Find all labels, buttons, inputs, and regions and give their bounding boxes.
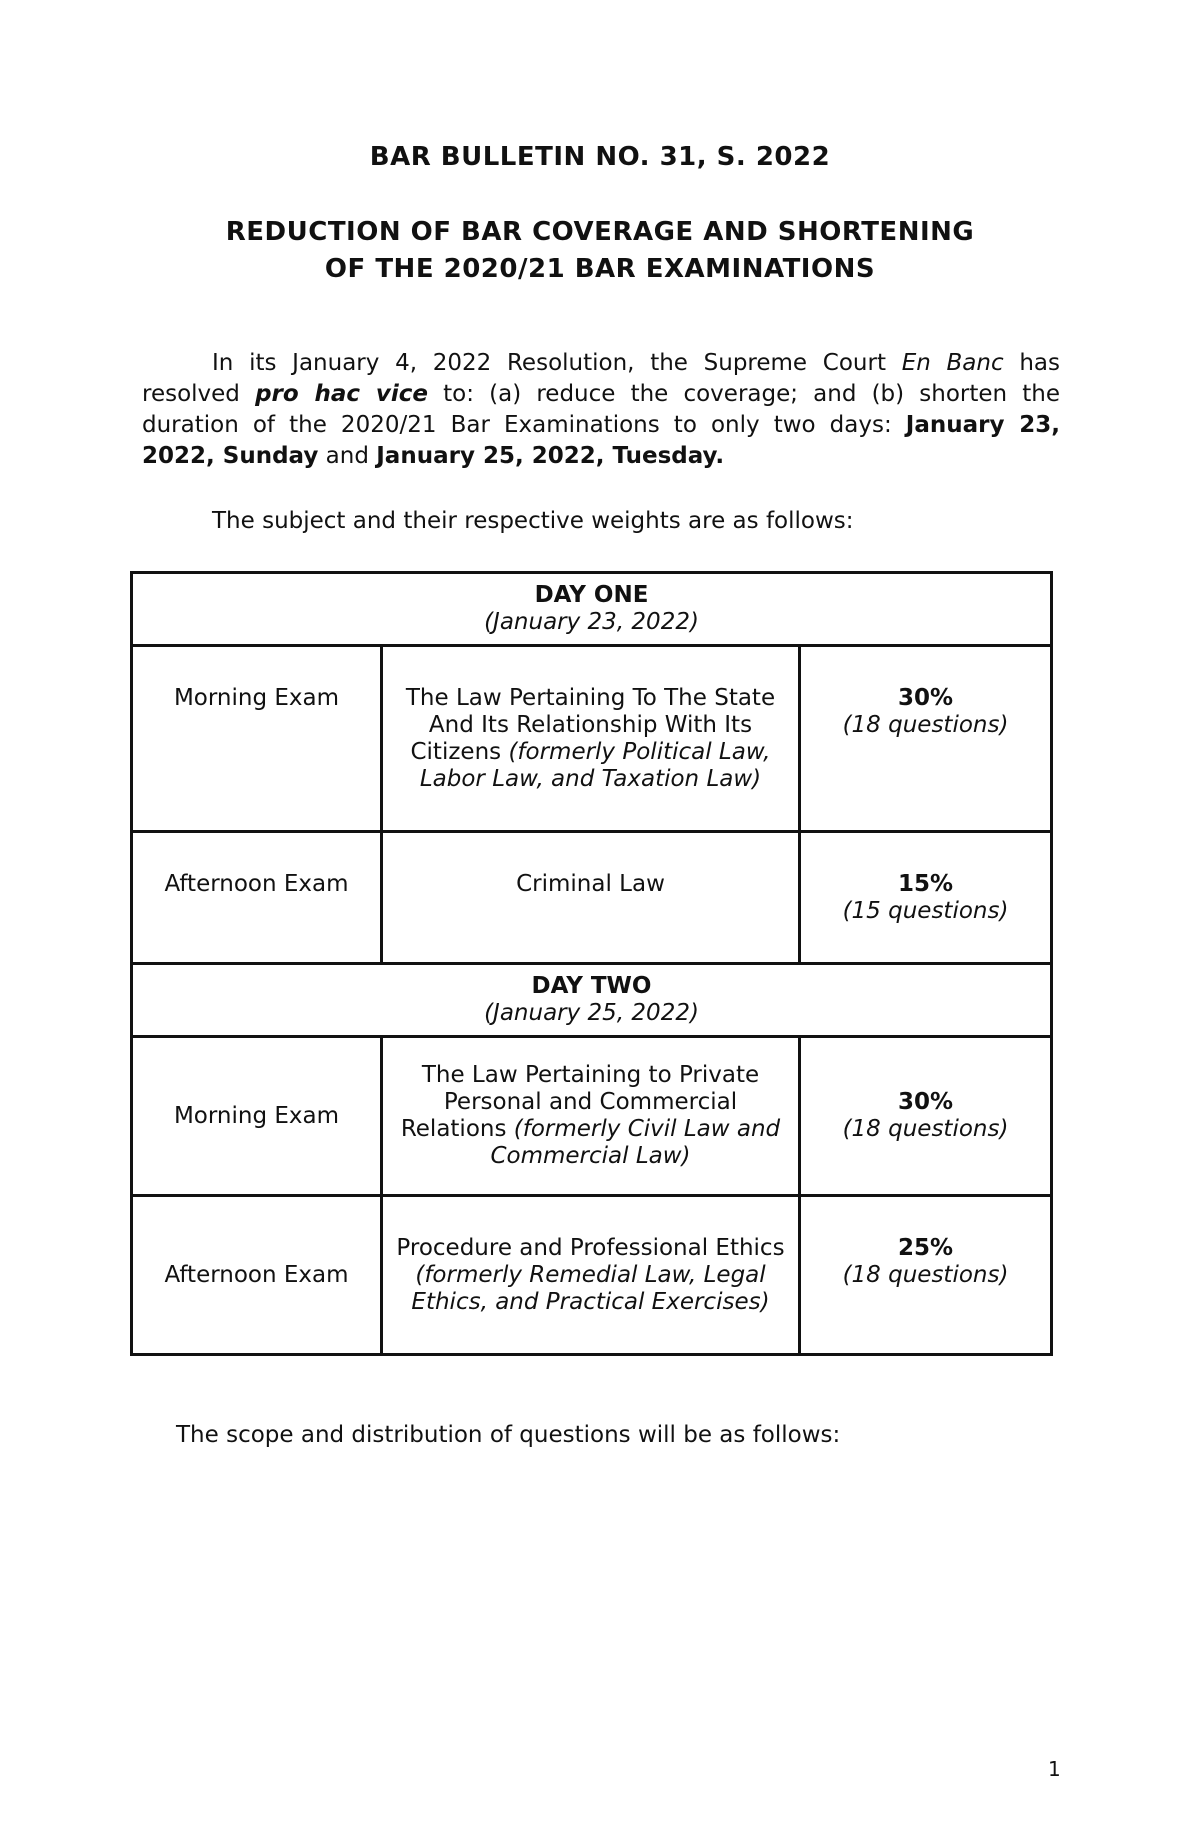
en-banc-term: En Banc — [901, 350, 1004, 376]
intro-text-2: has resolved — [142, 350, 1060, 407]
day-two-date: (January 25, 2022) — [484, 1000, 699, 1026]
weight-percent: 15% — [897, 871, 954, 897]
intro-text-3: to: (a) reduce the coverage; and (b) shorten the duration of the 2020/21 Bar Examinations to only two days: — [142, 381, 1060, 438]
weight-cell — [800, 646, 1052, 832]
subject-note: (formerly Political Law, Labor Law, and Taxation Law) — [419, 739, 771, 792]
session-cell: Morning Exam — [132, 1037, 382, 1196]
subject-text: Procedure and Professional Ethics — [396, 1234, 785, 1261]
subject-title-line1: REDUCTION OF BAR COVERAGE AND SHORTENING — [225, 217, 975, 247]
intro-text-1: In its January 4, 2022 Resolution, the Supreme Court — [212, 350, 902, 376]
subject-title — [0, 214, 1200, 288]
exam-schedule-table — [130, 571, 1053, 1356]
day-two-label: DAY TWO — [531, 973, 652, 999]
subject-cell — [382, 832, 800, 964]
weight-percent: 30% — [897, 685, 954, 711]
session-cell: Afternoon Exam — [132, 832, 382, 964]
weight-percent: 30% — [897, 1089, 954, 1115]
day-two-header-row — [132, 964, 1052, 1037]
table-row — [132, 646, 1052, 832]
subject-note: (formerly Remedial Law, Legal Ethics, and Practical Exercises) — [411, 1261, 770, 1315]
table-row — [132, 1196, 1052, 1355]
subject-note: (formerly Civil Law and Commercial Law) — [490, 1116, 781, 1169]
subject-cell — [382, 646, 800, 832]
question-count: (18 questions) — [842, 1116, 1009, 1142]
exam-date-1: January 23, 2022, Sunday — [142, 412, 1060, 469]
session-cell: Morning Exam — [132, 646, 382, 832]
weight-cell — [800, 1037, 1052, 1196]
table-row — [132, 832, 1052, 964]
day-one-label: DAY ONE — [534, 582, 649, 608]
day-one-header — [132, 573, 1052, 646]
subject-text: Criminal Law — [516, 871, 665, 897]
weight-percent: 25% — [897, 1235, 954, 1261]
table-row — [132, 1037, 1052, 1196]
question-count: (18 questions) — [842, 1262, 1009, 1288]
day-one-date: (January 23, 2022) — [484, 609, 699, 635]
intro-and: and — [318, 443, 377, 469]
page-number: 1 — [1048, 1757, 1061, 1781]
question-count: (18 questions) — [842, 712, 1009, 738]
weight-cell — [800, 832, 1052, 964]
subject-title-line2: OF THE 2020/21 BAR EXAMINATIONS — [324, 254, 876, 284]
exam-date-2: January 25, 2022, Tuesday. — [376, 443, 725, 469]
session-cell: Afternoon Exam — [132, 1196, 382, 1355]
day-one-header-row — [132, 573, 1052, 646]
intro-paragraph — [142, 348, 1060, 472]
scope-intro: The scope and distribution of questions will be as follows: — [176, 1422, 841, 1448]
question-count: (15 questions) — [842, 898, 1009, 924]
bulletin-title: BAR BULLETIN NO. 31, S. 2022 — [369, 142, 831, 172]
subject-text: The Law Pertaining to Private Personal and Commercial Relations — [400, 1062, 760, 1142]
subject-cell — [382, 1037, 800, 1196]
pro-hac-vice-term: pro hac vice — [255, 381, 429, 407]
day-two-header — [132, 964, 1052, 1037]
weights-intro: The subject and their respective weights are as follows: — [212, 508, 854, 534]
weight-cell — [800, 1196, 1052, 1355]
subject-cell — [382, 1196, 800, 1355]
subject-text: The Law Pertaining To The State And Its Relationship With Its Citizens — [405, 685, 776, 765]
